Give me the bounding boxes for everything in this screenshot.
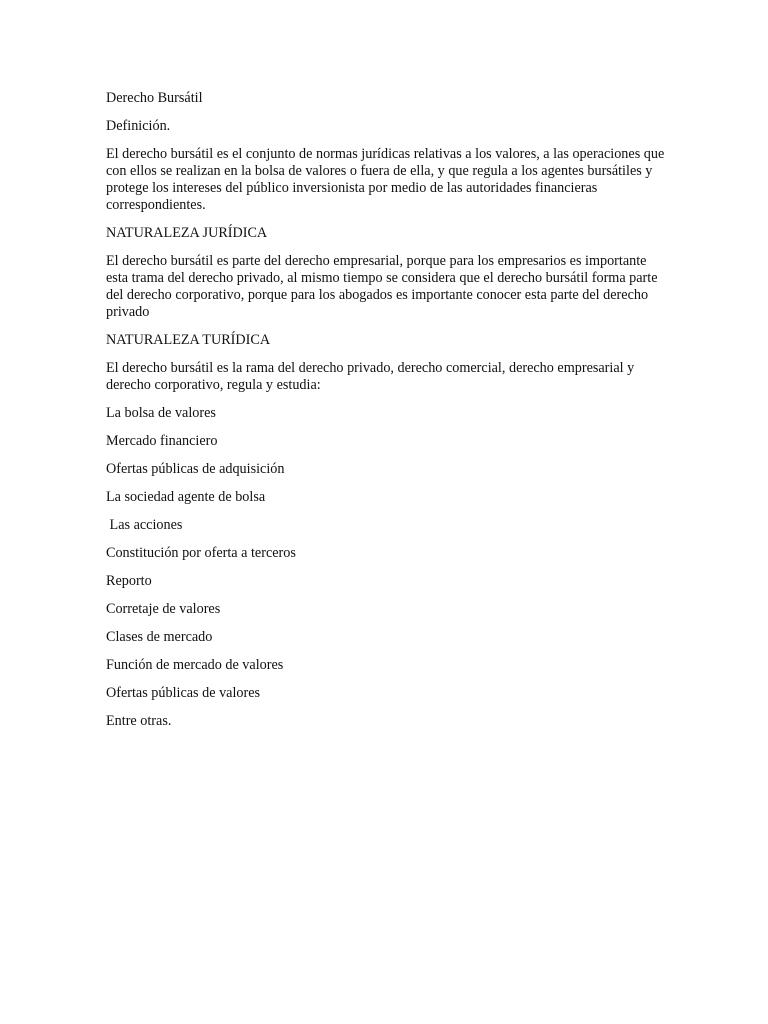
list-item: Clases de mercado: [106, 629, 213, 645]
section-paragraph-naturaleza-juridica: El derecho bursátil es parte del derecho empresarial, porque para los empresarios es importante esta trama del derecho privado, al mismo tiempo se considera que el derecho bursátil forma parte del derecho corporativo, porque para los abogados es importante conocer esta parte del derecho privado: [106, 253, 658, 320]
list-item: Ofertas públicas de adquisición: [106, 461, 285, 477]
list-item: La bolsa de valores: [106, 405, 216, 421]
definition-paragraph: El derecho bursátil es el conjunto de normas jurídicas relativas a los valores, a las operaciones que con ellos se realizan en la bolsa de valores o fuera de ella, y que regula a los agentes bursátiles y protege los intereses del público inversionista por medio de las autoridades financieras correspondientes.: [106, 146, 665, 213]
document-body: [106, 90, 666, 741]
list-item: Constitución por oferta a terceros: [106, 545, 296, 561]
list-item: Entre otras.: [106, 713, 172, 729]
section-paragraph-naturaleza-turidica: El derecho bursátil es la rama del derecho privado, derecho comercial, derecho empresarial y derecho corporativo, regula y estudia:: [106, 360, 635, 393]
section-heading-naturaleza-juridica: NATURALEZA JURÍDICA: [106, 225, 268, 241]
list-item: Función de mercado de valores: [106, 657, 284, 673]
document-title: Derecho Bursátil: [106, 90, 203, 106]
list-item: Ofertas públicas de valores: [106, 685, 261, 701]
list-item: Las acciones: [106, 517, 183, 533]
list-item: Reporto: [106, 573, 152, 589]
list-item: Corretaje de valores: [106, 601, 221, 617]
definition-heading: Definición.: [106, 118, 171, 134]
list-item: Mercado financiero: [106, 433, 218, 449]
section-heading-naturaleza-turidica: NATURALEZA TURÍDICA: [106, 332, 271, 348]
list-item: La sociedad agente de bolsa: [106, 489, 266, 505]
